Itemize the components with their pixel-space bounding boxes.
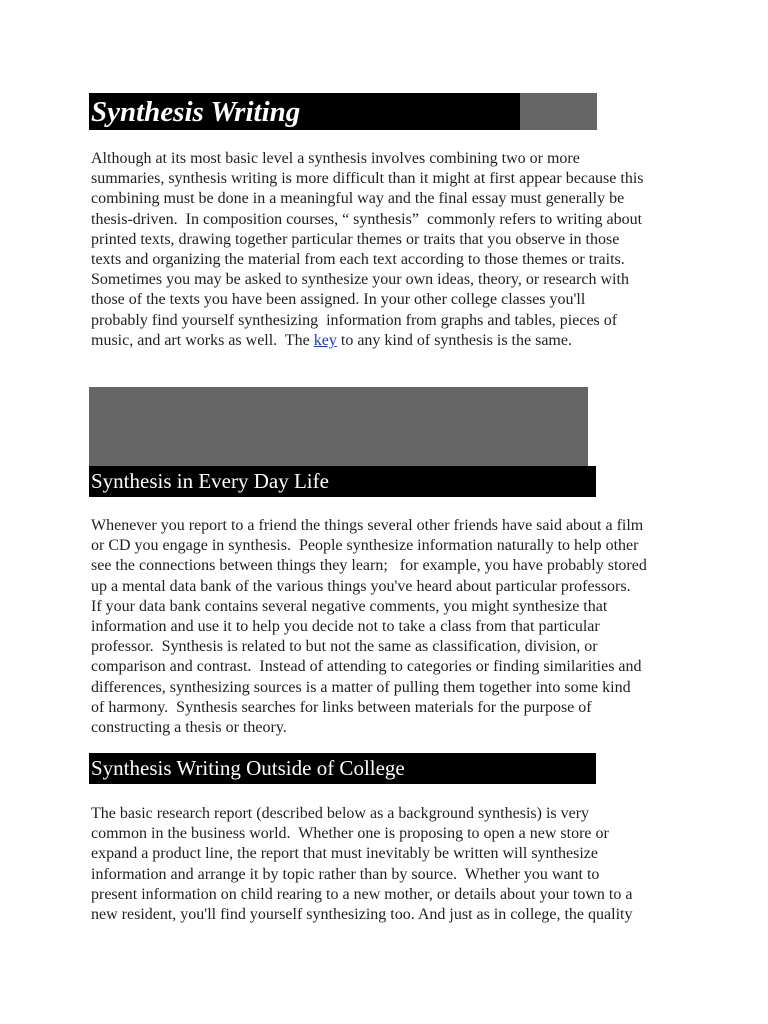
section-heading-text: Synthesis Writing Outside of College (91, 756, 405, 780)
paragraph-line: summaries, synthesis writing is more difficult than it might at first appear because this (91, 170, 644, 188)
paragraph-line: printed texts, drawing together particular themes or traits that you observe in those (91, 230, 620, 248)
paragraph-line: see the connections between things they learn; for example, you have probably stored (91, 557, 647, 575)
paragraph-line: Whenever you report to a friend the things several other friends have said about a film (91, 517, 644, 534)
paragraph-line: constructing a thesis or theory. (91, 719, 287, 737)
outside-paragraph (91, 804, 691, 925)
paragraph-line: of harmony. Synthesis searches for links between materials for the purpose of (91, 698, 592, 716)
paragraph-line: present information on child rearing to a new mother, or details about your town to a (91, 885, 633, 903)
title-bar (89, 93, 597, 130)
paragraph-line: professor. Synthesis is related to but not the same as classification, division, or (91, 638, 598, 656)
paragraph-line: common in the business world. Whether one is proposing to open a new store or (91, 825, 609, 843)
everyday-paragraph (91, 516, 691, 738)
paragraph-line: differences, synthesizing sources is a matter of pulling them together into some kind (91, 678, 631, 696)
paragraph-line: The basic research report (described below as a background synthesis) is very (91, 805, 590, 822)
section-heading-outside (89, 753, 596, 784)
section-heading-text: Synthesis in Every Day Life (91, 469, 329, 493)
paragraph-line: expand a product line, the report that must inevitably be written will synthesize (91, 845, 598, 863)
paragraph-line: or CD you engage in synthesis. People synthesize information naturally to help other (91, 537, 639, 555)
key-link[interactable]: key (313, 331, 337, 349)
paragraph-line: Sometimes you may be asked to synthesize your own ideas, theory, or research with (91, 271, 629, 289)
paragraph-line: If your data bank contains several negative comments, you might synthesize that (91, 597, 608, 615)
line-text-before-link: music, and art works as well. The (91, 331, 314, 349)
paragraph-line: up a mental data bank of the various things you've heard about particular professors. (91, 577, 631, 595)
paragraph-line: probably find yourself synthesizing information from graphs and tables, pieces of (91, 311, 618, 329)
grey-banner-panel (89, 387, 588, 467)
page-title: Synthesis Writing (91, 96, 301, 128)
intro-paragraph (91, 149, 691, 351)
paragraph-line: information and arrange it by topic rather than by source. Whether you want to (91, 865, 600, 883)
paragraph-line: new resident, you'll find yourself synthesizing too. And just as in college, the quality (91, 906, 633, 924)
section-heading-everyday (89, 466, 596, 497)
paragraph-line-with-link (91, 331, 691, 351)
paragraph-line: thesis-driven. In composition courses, “ synthesis” commonly refers to writing about (91, 210, 643, 228)
paragraph-line: combining must be done in a meaningful way and the final essay must generally be (91, 190, 625, 208)
paragraph-line: texts and organizing the material from each text according to those themes or traits. (91, 251, 625, 269)
line-text-after-link: to any kind of synthesis is the same. (336, 331, 572, 349)
paragraph-line: Although at its most basic level a synthesis involves combining two or more (91, 150, 580, 167)
paragraph-line: comparison and contrast. Instead of attending to categories or finding similarities and (91, 658, 642, 676)
title-accent-block (520, 93, 597, 130)
paragraph-line: those of the texts you have been assigned. In your other college classes you'll (91, 291, 586, 309)
paragraph-line: information and use it to help you decide not to take a class from that particular (91, 618, 600, 636)
